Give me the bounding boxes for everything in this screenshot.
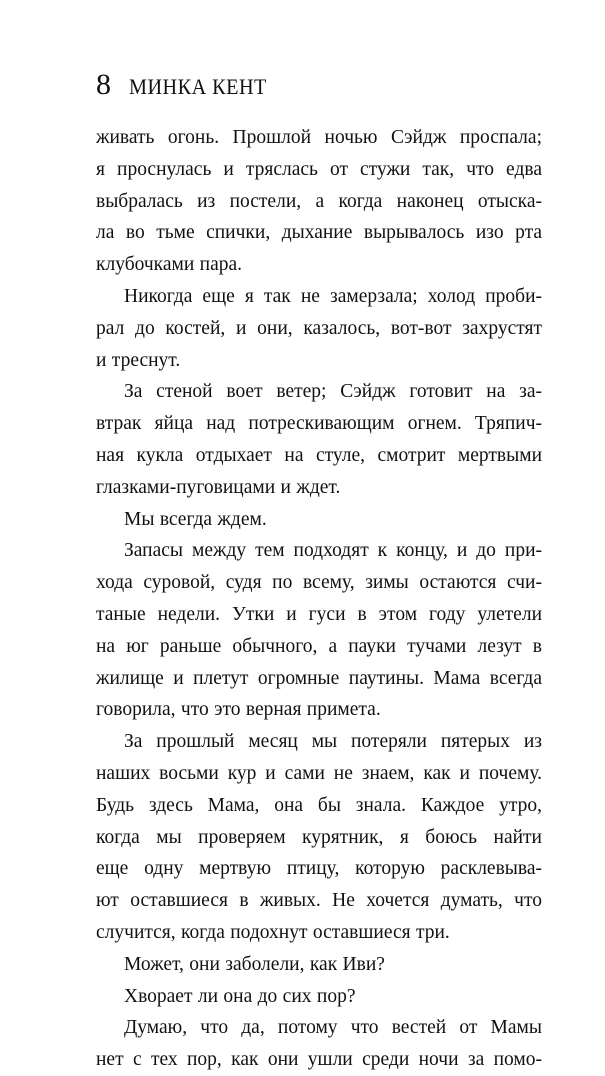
text-line: втрак яйца над потрескивающим огнем. Тряпич-	[96, 413, 542, 435]
text-line: таные недели. Утки и гуси в этом году улетели	[96, 603, 542, 625]
paragraph	[96, 1012, 542, 1076]
text-line: ная кукла отдыхает на стуле, смотрит мертвыми	[96, 444, 542, 466]
text-line: хода суровой, судя по всему, зимы остаются счи-	[96, 572, 542, 594]
text-line: на юг раньше обычного, а пауки тучами лезут в	[96, 635, 542, 657]
text-line: Будь здесь Мама, она бы знала. Каждое утро,	[96, 794, 542, 816]
text-line: глазками-пуговицами и ждет.	[96, 476, 341, 498]
text-line: За стеной воет ветер; Сэйдж готовит на за-	[124, 381, 542, 403]
text-line: наших восьми кур и сами не знаем, как и почему.	[96, 762, 542, 784]
text-line: ют оставшиеся в живых. Не хочется думать, что	[96, 890, 542, 912]
text-line: когда мы проверяем курятник, я боюсь найти	[96, 826, 542, 848]
text-line: За прошлый месяц мы потеряли пятерых из	[124, 731, 542, 753]
text-line: рал до костей, и они, казалось, вот-вот захрустят	[96, 317, 542, 339]
text-line: Думаю, что да, потому что вестей от Мамы	[124, 1017, 542, 1039]
paragraph	[96, 981, 542, 1013]
text-line: выбралась из постели, а когда наконец отыска-	[96, 190, 542, 212]
paragraph	[96, 504, 542, 536]
paragraph	[96, 281, 542, 376]
text-line: Запасы между тем подходят к концу, и до при-	[124, 540, 542, 562]
text-line: ла во тьме спички, дыхание вырывалось изо рта	[96, 222, 542, 244]
text-line: Мы всегда ждем.	[124, 508, 267, 530]
running-title: МИНКА КЕНТ	[129, 74, 267, 99]
paragraph	[96, 535, 542, 726]
paragraph	[96, 726, 542, 949]
text-line: жилище и плетут огромные паутины. Мама всегда	[96, 667, 542, 689]
text-line: нет с тех пор, как они ушли среди ночи за помо-	[96, 1049, 542, 1071]
text-line: живать огонь. Прошлой ночью Сэйдж проспала;	[96, 127, 542, 148]
text-line: Никогда еще я так не замерзала; холод проби-	[124, 285, 542, 307]
page-number: 8	[96, 68, 111, 101]
text-line: клубочками пара.	[96, 254, 243, 276]
text-line: Может, они заболели, как Иви?	[124, 953, 385, 975]
text-line: и треснут.	[96, 349, 181, 371]
text-line: я проснулась и тряслась от стужи так, что едва	[96, 158, 542, 180]
paragraph	[96, 376, 542, 503]
running-head	[96, 70, 279, 100]
paragraph	[96, 949, 542, 981]
body-text	[96, 122, 542, 1076]
text-line: еще одну мертвую птицу, которую расклевыва-	[96, 858, 542, 880]
text-line: Хворает ли она до сих пор?	[124, 985, 356, 1007]
text-line: случится, когда подохнут оставшиеся три.	[96, 921, 450, 943]
text-line: говорила, что это верная примета.	[96, 699, 381, 721]
paragraph	[96, 122, 542, 281]
